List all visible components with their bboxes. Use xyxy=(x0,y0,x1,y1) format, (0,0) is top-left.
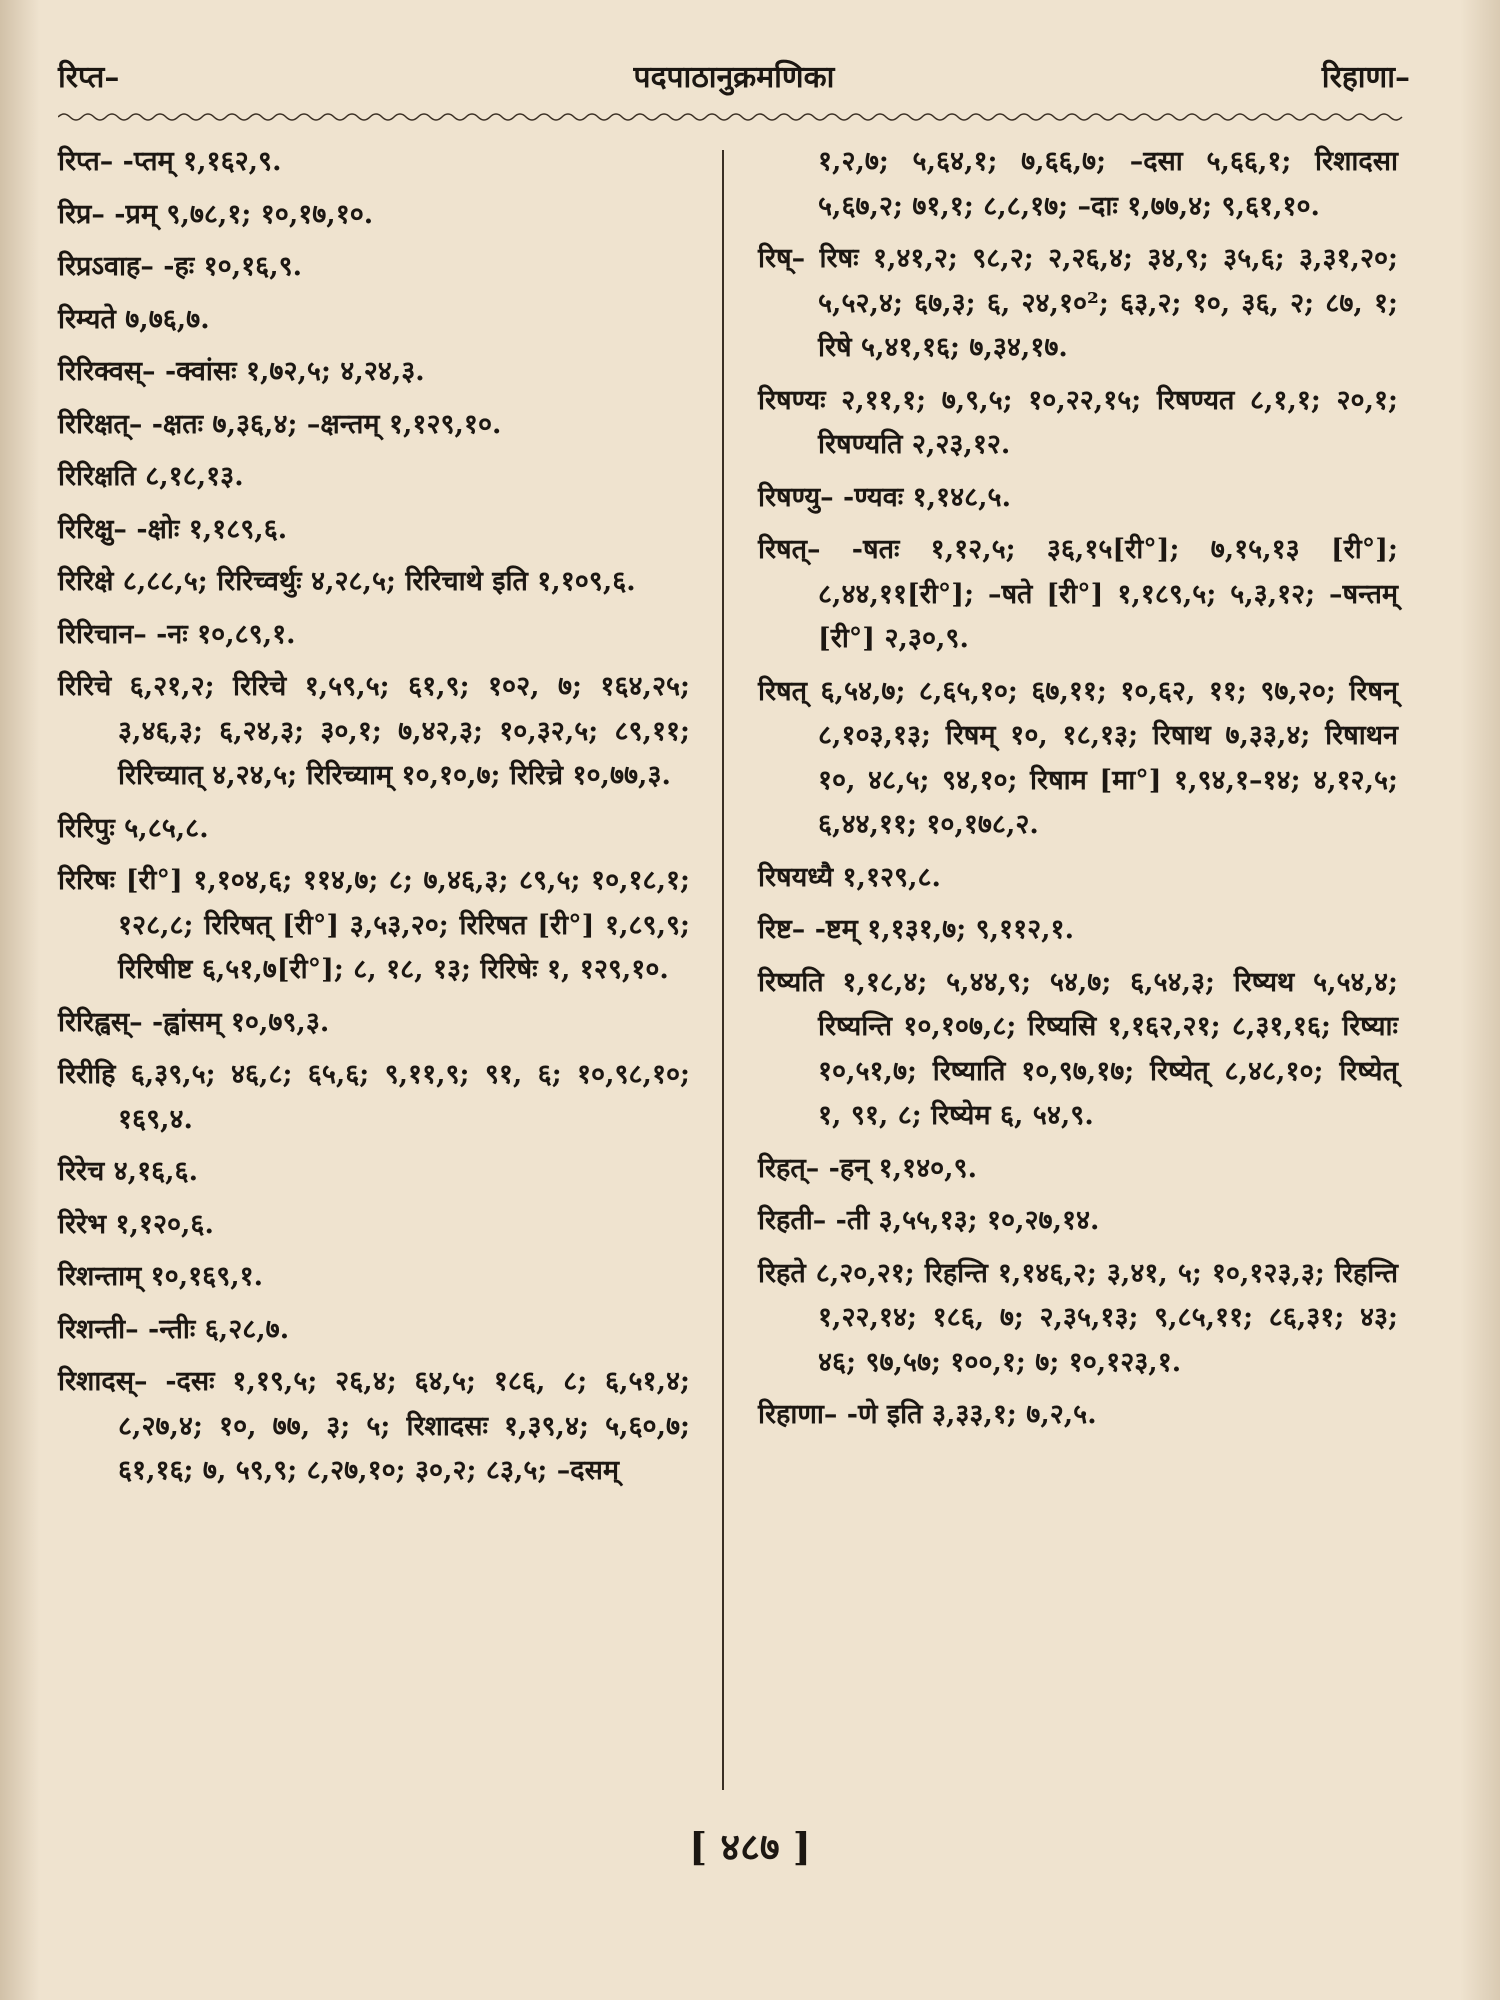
index-entry: रिप्रऽवाह– -हः १०,१६,९. xyxy=(58,251,303,282)
right-column xyxy=(758,140,1398,1446)
index-entry: रिषण्यः २,११,१; ७,९,५; १०,२२,१५; रिषण्यत ८,१,१; २०,१; रिषण्यति २,२३,१२. xyxy=(758,384,1398,460)
index-entry: रिहत्– -हन् १,१४०,९. xyxy=(758,1152,977,1184)
index-entry: रिम्यते ७,७६,७. xyxy=(58,303,210,335)
index-entry: रिरिचे ६,२१,२; रिरिचे १,५९,५; ६१,९; १०२, ७; १६४,२५; ३,४६,३; ६,२४,३; ३०,१; ७,४२,३; १०,३२,५; ८९,११; रिरिच्यात् ४,२४,५; रिरिच्याम् १०,१०,७; रिरिच्रे १०,७७,३. xyxy=(58,671,690,791)
index-entry: रिषण्यु– -ण्यवः १,१४८,५. xyxy=(758,481,1011,513)
index-entry: रिहते ८,२०,२१; रिहन्ति १,१४६,२; ३,४१, ५; १०,१२३,३; रिहन्ति १,२२,१४; १८६, ७; २,३५,१३; ९,८५,११; ८६,३१; ४३; ४६; ९७,५७; १००,१; ७; १०,१२३,१. xyxy=(758,1257,1398,1378)
running-header xyxy=(58,55,1410,105)
index-entry: रिष्– रिषः १,४१,२; ९८,२; २,२६,४; ३४,९; ३५,६; ३,३१,२०; ५,५२,४; ६७,३; ६, २४,१०²; ६३,२; १०, ३६, २; ८७, १; रिषे ५,४१,१६; ७,३४,१७. xyxy=(758,243,1398,363)
header-right-guideword: रिहाणा– xyxy=(1321,60,1410,95)
index-entry: रिरिपुः ५,८५,८. xyxy=(58,812,209,844)
index-entry: रिहाणा– -णे इति ३,३३,१; ७,२,५. xyxy=(758,1399,1097,1430)
index-entry: रिरिक्षु– -क्षोः १,१८९,६. xyxy=(58,513,288,545)
index-entry: रिषत् ६,५४,७; ८,६५,१०; ६७,११; १०,६२, ११; ९७,२०; रिषन् ८,१०३,१३; रिषम् १०, १८,१३; रिषाथ ७,३३,४; रिषाथन १०, ४८,५; ९४,१०; रिषाम [मा°] १,९४,१–१४; ४,१२,५; ६,४४,११; १०,१७८,२. xyxy=(758,675,1398,840)
header-title: पदपाठानुक्रमणिका xyxy=(633,60,835,95)
index-entry: रिरीहि ६,३९,५; ४६,८; ६५,६; ९,११,९; ९१, ६; १०,९८,१०; १६९,४. xyxy=(58,1059,690,1135)
index-entry: रिरिचान– -नः १०,८९,१. xyxy=(58,618,296,650)
page-shadow-right xyxy=(1460,0,1500,2000)
index-entry: रिरिषः [री°] १,१०४,६; ११४,७; ८; ७,४६,३; ८९,५; १०,१८,१; १२८,८; रिरिषत् [री°] ३,५३,२०; रिरिषत [री°] १,८९,९; रिरिषीष्ट ६,५१,७[री°]; ८, १८, १३; रिरिषेः १, १२९,१०. xyxy=(58,865,690,985)
index-entry: रिरिक्षत्– -क्षतः ७,३६,४; –क्षन्तम् १,१२९,१०. xyxy=(58,408,502,440)
index-entry: रिष्यति १,१८,४; ५,४४,९; ५४,७; ६,५४,३; रिष्यथ ५,५४,४; रिष्यन्ति १०,१०७,८; रिष्यसि १,१६२,२१; ८,३१,१६; रिष्याः १०,५१,७; रिष्याति १०,९७,१७; रिष्येत् ८,४८,१०; रिष्येत् १, ९१, ८; रिष्येम ६, ५४,९. xyxy=(758,966,1398,1131)
index-entry: रिशन्ती– -न्तीः ६,२८,७. xyxy=(58,1313,290,1345)
index-entry: रिप्र– -प्रम् ९,७८,१; १०,१७,१०. xyxy=(58,198,374,230)
header-left-guideword: रिप्त– xyxy=(58,60,120,95)
left-column xyxy=(58,140,690,1502)
index-entry: रिरिह्वस्– -ह्वांसम् १०,७९,३. xyxy=(58,1006,330,1038)
header-wavy-rule xyxy=(58,110,1408,124)
index-entry: रिरिक्वस्– -क्वांसः १,७२,५; ४,२४,३. xyxy=(58,356,425,387)
index-entry: रिषत्– -षतः १,१२,५; ३६,१५[री°]; ७,१५,१३ [री°]; ८,४४,११[री°]; –षते [री°] १,१८९,५; ५,३,१२; –षन्तम् [री°] २,३०,९. xyxy=(758,534,1398,654)
index-entry: रिहती– -ती ३,५५,१३; १०,२७,१४. xyxy=(758,1205,1100,1236)
index-entry-continuation: १,२,७; ५,६४,१; ७,६६,७; –दसा ५,६६,१; रिशादसा ५,६७,२; ७१,१; ८,८,१७; –दाः १,७७,४; ९,६१,१०. xyxy=(818,146,1398,222)
index-entry: रिरिक्षे ८,८८,५; रिरिच्वर्थुः ४,२८,५; रिरिचाथे इति १,१०९,६. xyxy=(58,566,636,597)
index-entry: रिशादस्– -दसः १,१९,५; २६,४; ६४,५; १८६, ८; ६,५१,४; ८,२७,४; १०, ७७, ३; ५; रिशादसः १,३९,४; ५,६०,७; ६१,१६; ७, ५९,९; ८,२७,१०; ३०,२; ८३,५; –दसम् xyxy=(58,1366,690,1486)
index-entry: रिरेच ४,१६,६. xyxy=(58,1156,198,1187)
index-entry: रिषयध्यै १,१२९,८. xyxy=(758,861,941,893)
page-number: [ ४८७ ] xyxy=(689,1824,811,1869)
index-entry: रिशन्ताम् १०,१६९,१. xyxy=(58,1261,264,1292)
page-shadow-left xyxy=(0,0,40,2000)
index-entry: रिष्ट– -ष्टम् १,१३१,७; ९,११२,१. xyxy=(758,914,1074,945)
index-entry: रिरेभ १,१२०,६. xyxy=(58,1208,214,1240)
index-entry: रिप्त– -प्तम् १,१६२,९. xyxy=(58,146,282,177)
column-divider xyxy=(722,150,724,1790)
index-entry: रिरिक्षति ८,१८,१३. xyxy=(58,461,244,492)
